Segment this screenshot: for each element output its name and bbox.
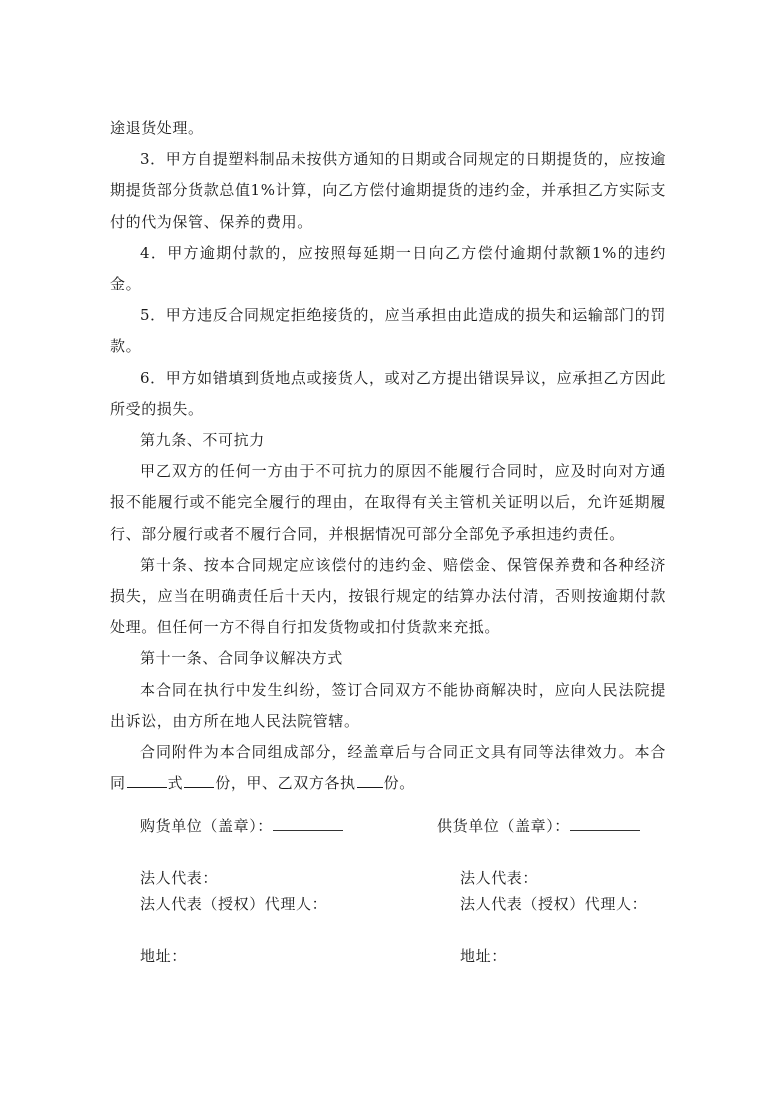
copies-text-4: 份。 (383, 774, 415, 793)
copies-text-1: 合同附件为本合同组成部分，经盖章后与合同正文具有同等法律效力。本合同 (110, 743, 666, 793)
paragraph-return-handling: 途退货处理。 (110, 119, 204, 137)
paragraph-contract-copies (110, 737, 666, 799)
paragraph-clause-3: 3．甲方自提塑料制品未按供方通知的日期或合同规定的日期提货的，应按逾期提货部分货款总值1%计算，向乙方偿付逾期提货的违约金，并承担乙方实际支付的代为保管、保养的费用。 (110, 150, 666, 231)
heading-article-9: 第九条、不可抗力 (140, 431, 265, 450)
copies-blank-1[interactable] (127, 769, 167, 788)
buyer-address: 地址： (140, 947, 187, 965)
buyer-legal-rep: 法人代表： (140, 869, 219, 887)
paragraph-force-majeure: 甲乙双方的任何一方由于不可抗力的原因不能履行合同时，应及时向对方通报不能履行或不能完全履行的理由，在取得有关主管机关证明以后，允许延期履行、部分履行或者不履行合同，并根据情况可部分全部免予承担违约责任。 (110, 462, 666, 543)
copies-blank-3[interactable] (357, 769, 383, 788)
heading-article-11: 第十一条、合同争议解决方式 (140, 649, 343, 668)
paragraph-clause-6: 6．甲方如错填到货地点或接货人，或对乙方提出错误异议，应承担乙方因此所受的损失。 (110, 368, 666, 418)
seller-unit-label: 供货单位（盖章）： (437, 817, 570, 835)
paragraph-clause-4: 4．甲方逾期付款的，应按照每延期一日向乙方偿付逾期付款额1%的违约金。 (110, 243, 666, 294)
seller-unit-blank[interactable] (570, 816, 640, 831)
copies-blank-2[interactable] (184, 769, 214, 788)
seller-address: 地址： (460, 947, 507, 965)
paragraph-clause-5: 5．甲方违反合同规定拒绝接货的，应当承担由此造成的损失和运输部门的罚款。 (110, 306, 666, 356)
buyer-unit-blank[interactable] (273, 816, 343, 831)
paragraph-article-10: 第十条、按本合同规定应该偿付的违约金、赔偿金、保管保养费和各种经济损失，应当在明确责任后十天内，按银行规定的结算办法付清，否则按逾期付款处理。但任何一方不得自行扣发货物或扣付货款来充抵。 (110, 555, 666, 637)
contract-body (110, 113, 666, 799)
buyer-unit-label: 购货单位（盖章）： (140, 817, 273, 835)
paragraph-dispute-resolution: 本合同在执行中发生纠纷，签订合同双方不能协商解决时，应向人民法院提出诉讼，由方所在地人民法院管辖。 (110, 680, 666, 730)
buyer-unit-line (140, 815, 343, 837)
seller-legal-rep: 法人代表： (460, 869, 539, 887)
buyer-agent: 法人代表（授权）代理人： (140, 895, 328, 913)
copies-text-3: 份，甲、乙双方各执 (215, 774, 356, 793)
seller-agent: 法人代表（授权）代理人： (460, 895, 648, 913)
seller-unit-line (437, 815, 640, 837)
copies-text-2: 式 (167, 774, 184, 793)
